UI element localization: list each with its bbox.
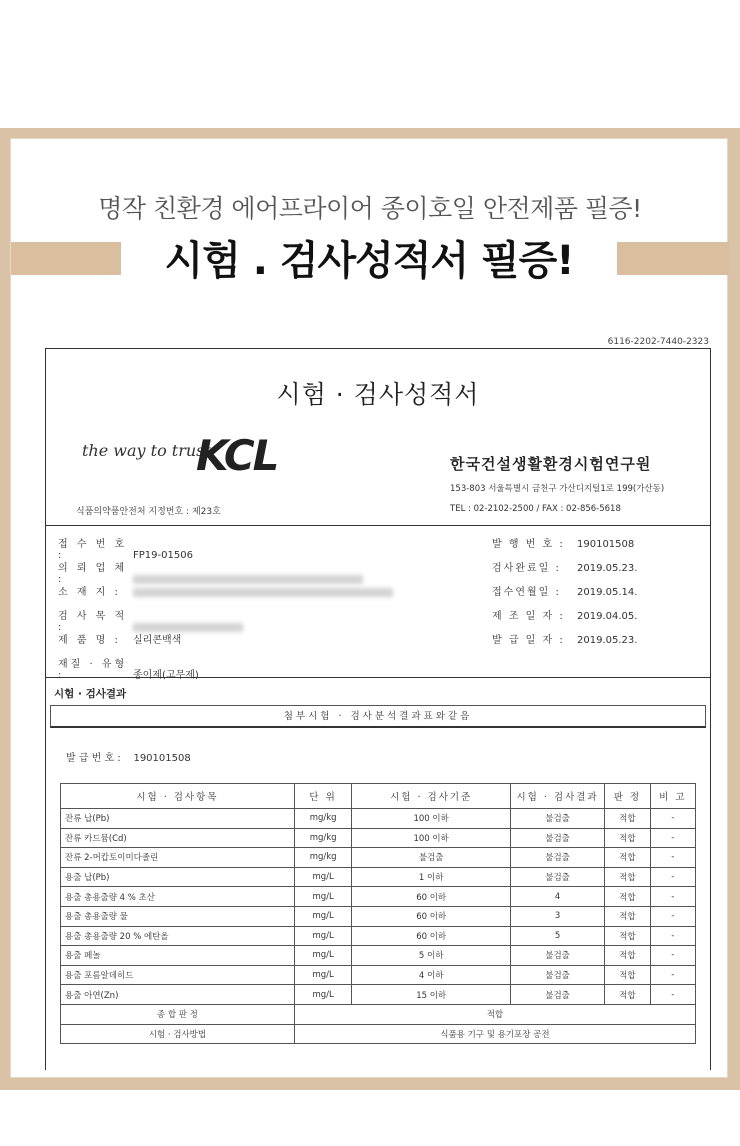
issue-number-line: 발 급 번 호 : 190101508 <box>66 753 191 764</box>
results-section-title: 시험 · 검사결과 <box>54 688 127 700</box>
method-row: 시험 · 검사방법 식품용 기구 및 용기포장 공전 <box>61 1024 696 1044</box>
field-purpose: 검 사 목 적 : <box>58 607 243 633</box>
logo-tagline: the way to trust <box>82 441 211 460</box>
field-issue-no: 발 행 번 호 : 190101508 <box>492 539 635 550</box>
title-bar-left <box>11 242 121 275</box>
table-row: 용출 납(Pb) mg/L 1 이하 불검출 적합 - <box>61 867 696 887</box>
table-row: 용출 총용출량 4 % 초산 mg/L 60 이하 4 적합 - <box>61 887 696 907</box>
field-complete-date: 검사완료일 : 2019.05.23. <box>492 563 638 574</box>
field-location: 소 재 지 : <box>58 583 393 598</box>
certificate-sheet <box>45 348 711 1070</box>
org-address: 153-803 서울특별시 금천구 가산디지털1로 199(가산동) <box>450 484 665 494</box>
field-manufacture-date: 제 조 일 자 : 2019.04.05. <box>492 611 638 622</box>
field-receipt-no: 접 수 번 호 : FP19-01506 <box>58 539 193 561</box>
designation-number: 식품의약품안전처 지정번호 : 제23호 <box>76 507 221 517</box>
table-row: 잔류 2-머캅토이미다졸린 mg/kg 불검출 불검출 적합 - <box>61 848 696 868</box>
divider <box>46 525 710 526</box>
field-receipt-date: 접수연월일 : 2019.05.14. <box>492 587 638 598</box>
field-material: 재질 · 유형 : 종이제(고무제) <box>58 659 199 681</box>
table-header-row: 시험 · 검사항목 단 위 시험 · 검사기준 시험 · 검사결과 판 정 비 고 <box>61 784 696 809</box>
org-name: 한국건설생활환경시험연구원 <box>450 455 652 473</box>
redacted-value <box>133 588 393 597</box>
content-panel <box>10 138 728 1078</box>
table-row: 용출 포름알데히드 mg/L 4 이하 불검출 적합 - <box>61 965 696 985</box>
certificate-document <box>37 337 717 1075</box>
title-bar-right <box>617 242 729 275</box>
field-client: 의 뢰 업 체 : <box>58 559 363 585</box>
org-tel-fax: TEL : 02-2102-2500 / FAX : 02-856-5618 <box>450 504 621 514</box>
doc-number: 6116-2202-7440-2323 <box>607 337 709 347</box>
field-issue-date: 발 급 일 자 : 2019.05.23. <box>492 635 638 646</box>
table-row: 용출 페놀 mg/L 5 이하 불검출 적합 - <box>61 946 696 966</box>
table-row: 용출 총용출량 20 % 에탄올 mg/L 60 이하 5 적합 - <box>61 926 696 946</box>
field-product: 제 품 명 : 실리콘백색 <box>58 635 182 646</box>
banner-subtitle: 명작 친환경 에어프라이어 종이호일 안전제품 필증! <box>98 194 642 223</box>
table-row: 잔류 카드뮴(Cd) mg/kg 100 이하 불검출 적합 - <box>61 828 696 848</box>
table-row: 용출 총용출량 물 mg/L 60 이하 3 적합 - <box>61 906 696 926</box>
table-row: 잔류 납(Pb) mg/kg 100 이하 불검출 적합 - <box>61 809 696 829</box>
banner-title: 시험 . 검사성적서 필증! <box>164 238 574 284</box>
results-table <box>60 783 696 1044</box>
banner-frame <box>0 128 740 1090</box>
certificate-title: 시험 · 검사성적서 <box>276 380 480 409</box>
table-row: 용출 아연(Zn) mg/L 15 이하 불검출 적합 - <box>61 985 696 1005</box>
divider <box>46 677 710 678</box>
attach-note: 첨부시험 · 검사분석결과표와같음 <box>50 705 706 728</box>
kcl-logo: KCL <box>196 431 278 480</box>
overall-row: 종 합 판 정 적합 <box>61 1004 696 1024</box>
